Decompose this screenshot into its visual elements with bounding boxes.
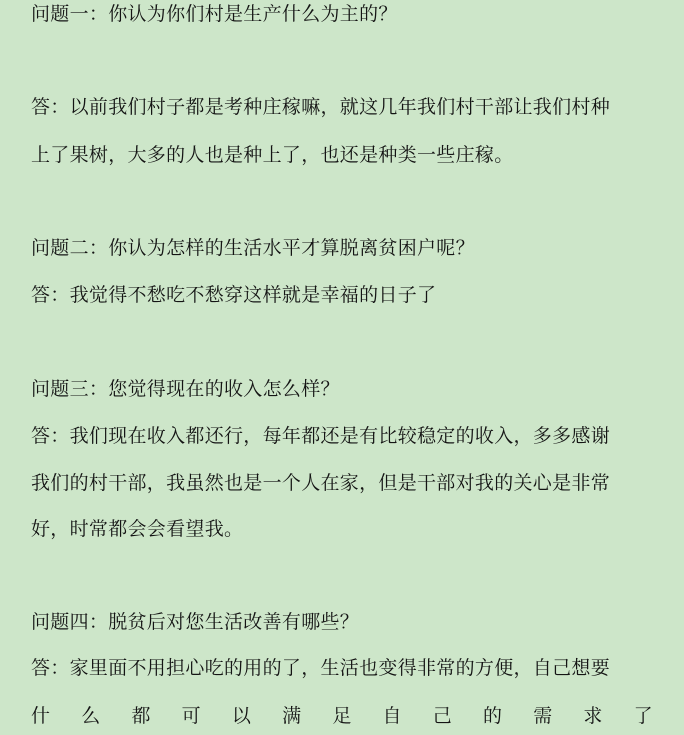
answer-4-char: 求 (583, 705, 603, 727)
answer-4-char: 需 (533, 705, 553, 727)
answer-3-line-3: 好，时常都会会看望我。 (31, 518, 244, 540)
answer-3-line-1: 答：我们现在收入都还行，每年都还是有比较稳定的收入，多多感谢 (31, 425, 611, 447)
question-1: 问题一：你认为你们村是生产什么为主的？ (31, 3, 398, 25)
answer-4-char: 什 (31, 705, 51, 727)
question-2: 问题二：你认为怎样的生活水平才算脱离贫困户呢？ (31, 237, 475, 259)
answer-1-line-2: 上了果树，大多的人也是种上了，也还是种类一些庄稼。 (31, 144, 514, 166)
answer-2-line-1: 答：我觉得不愁吃不愁穿这样就是幸福的日子了 (31, 284, 437, 306)
answer-4-char: 足 (332, 705, 352, 727)
answer-4-char: 可 (181, 705, 201, 727)
answer-3-line-2: 我们的村干部，我虽然也是一个人在家，但是干部对我的关心是非常 (31, 472, 611, 494)
answer-4-char: 满 (282, 705, 302, 727)
answer-4-line-1: 答：家里面不用担心吃的用的了，生活也变得非常的方便，自己想要 (31, 657, 611, 679)
question-4: 问题四：脱贫后对您生活改善有哪些？ (31, 611, 360, 633)
answer-4-char: 以 (231, 705, 252, 727)
answer-1-line-1: 答：以前我们村子都是考种庄稼嘛，就这几年我们村干部让我们村种 (31, 96, 611, 118)
answer-4-char: 己 (432, 705, 453, 727)
answer-4-char: 么 (81, 705, 101, 727)
answer-4-char: 自 (382, 705, 402, 727)
answer-4-char: 都 (131, 705, 151, 727)
question-3: 问题三：您觉得现在的收入怎么样？ (31, 378, 340, 400)
answer-4-line-2 (31, 704, 653, 728)
answer-4-char: 了 (633, 705, 653, 727)
answer-4-char: 的 (482, 705, 503, 727)
